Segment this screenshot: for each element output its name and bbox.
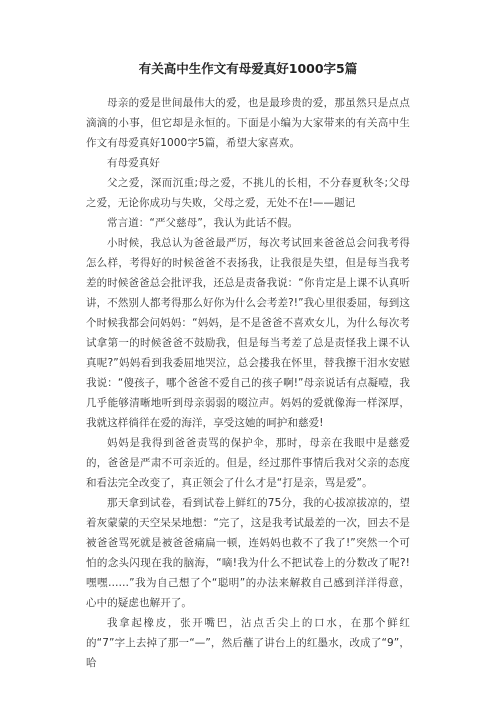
essay-heading: 有母爱真好 bbox=[107, 157, 160, 169]
body-paragraph: 我拿起橡皮，张开嘴巴，沾点舌尖上的口水，在那个鲜红的“7”字上去掉了那一“—”，然后蘸了讲台上的红墨水，改成了“9”，哈 bbox=[86, 617, 410, 669]
body-paragraph: 小时候，我总认为爸爸最严厉，每次考试回来爸爸总会问我考得怎么样，考得好的时候爸爸不表扬我，让我很是失望，但是每当我考差的时候爸爸总会批评我，还总是责备我说：“你肯定是上课不认真听讲，不然别人都考得那么好你为什么会考差?!”我心里很委屈，每到这个时候我都会问妈妈：“妈妈，是不是爸爸不喜欢女儿，为什么每次考试拿第一的时候爸爸不鼓励我，但是每当考差了总是责怪我上课不认真呢?”妈妈看到我委屈地哭泣，总会搂我在怀里，替我擦干泪水安慰我说：“傻孩子，哪个爸爸不爱自己的孩子啊!”母亲说话有点凝噎，我几乎能够清晰地听到母亲弱弱的啜泣声。妈妈的爱就像海一样深厚，我就这样徜徉在爱的海洋，享受这她的呵护和慈爱! bbox=[86, 237, 410, 429]
body-paragraph: 那天拿到试卷，看到试卷上鲜红的75分，我的心拔凉拔凉的，望着灰蒙蒙的天空呆呆地想：“完了，这是我考试最差的一次，回去不是被爸爸骂死就是被爸爸痛扁一顿，连妈妈也救不了我了!”突然一个可怕的念头闪现在我的脑海，“嘀!我为什么不把试卷上的分数改了呢?!嘿嘿……”我为自己想了个“聪明”的办法来解救自己感到洋洋得意，心中的疑虑也解开了。 bbox=[86, 497, 410, 609]
epigraph-paragraph: 父之爱，深而沉重;母之爱，不挑儿的长相，不分春夏秋冬;父母之爱，无论你成功与失败，父母之爱，无处不在!——题记 bbox=[86, 177, 410, 209]
body-paragraph: 常言道：“严父慈母”，我认为此话不假。 bbox=[107, 217, 299, 229]
body-paragraph: 妈妈是我得到爸爸责骂的保护伞，那时，母亲在我眼中是慈爱的，爸爸是严肃不可亲近的。但是，经过那件事情后我对父亲的态度和看法完全改变了，真正领会了什么才是“打是亲，骂是爱”。 bbox=[86, 437, 410, 489]
intro-paragraph: 母亲的爱是世间最伟大的爱，也是最珍贵的爱，那虽然只是点点滴滴的小事，但它却是永恒的。下面是小编为大家带来的有关高中生作文有母爱真好1000字5篇，希望大家喜欢。 bbox=[86, 97, 410, 149]
document-body bbox=[86, 93, 410, 673]
document-title: 有关高中生作文有母爱真好1000字5篇 bbox=[138, 61, 358, 76]
